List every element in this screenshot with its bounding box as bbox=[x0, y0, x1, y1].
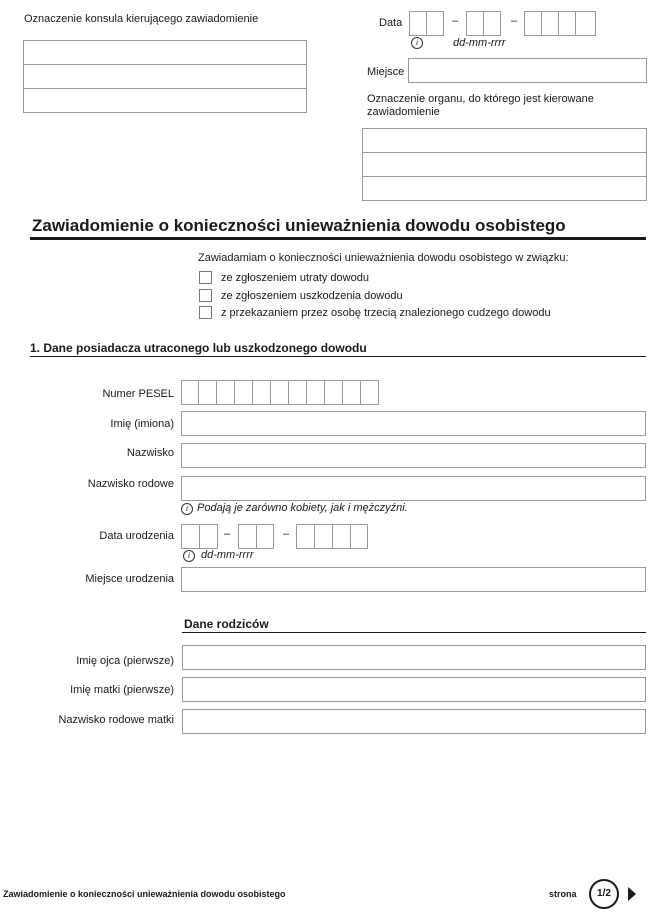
pesel-digit[interactable] bbox=[342, 380, 361, 405]
authority-field-line-3[interactable] bbox=[362, 176, 647, 201]
birth-year-digit-2[interactable] bbox=[314, 524, 333, 549]
date-format-hint: dd-mm-rrrr bbox=[453, 37, 506, 49]
pesel-digit[interactable] bbox=[288, 380, 307, 405]
birth-date-label: Data urodzenia bbox=[99, 530, 174, 542]
birth-date-dash-1: – bbox=[224, 528, 231, 540]
notice-intro: Zawiadamiam o konieczności unieważnienia dowodu osobistego w związku: bbox=[198, 252, 569, 264]
surname-label: Nazwisko bbox=[126, 447, 174, 459]
family-name-field[interactable] bbox=[181, 476, 646, 501]
date-year-digit-3[interactable] bbox=[558, 11, 576, 36]
father-name-label: Imię ojca (pierwsze) bbox=[76, 655, 174, 667]
birth-day-digit-1[interactable] bbox=[181, 524, 200, 549]
info-icon: i bbox=[411, 37, 423, 49]
date-dash-2: – bbox=[511, 15, 518, 27]
next-page-arrow-icon[interactable] bbox=[628, 887, 636, 901]
place-field[interactable] bbox=[408, 58, 647, 83]
mother-family-name-field[interactable] bbox=[182, 709, 646, 734]
birth-month-digit-1[interactable] bbox=[238, 524, 257, 549]
birth-year-digit-3[interactable] bbox=[332, 524, 351, 549]
pesel-digit[interactable] bbox=[252, 380, 271, 405]
date-day-digit-2[interactable] bbox=[426, 11, 444, 36]
date-month-digit-2[interactable] bbox=[483, 11, 501, 36]
option-loss-label: ze zgłoszeniem utraty dowodu bbox=[221, 272, 369, 284]
mother-name-label: Imię matki (pierwsze) bbox=[70, 684, 174, 696]
surname-field[interactable] bbox=[181, 443, 646, 468]
birth-date-dash-2: – bbox=[283, 528, 290, 540]
option-found-checkbox[interactable] bbox=[199, 306, 212, 319]
birth-place-field[interactable] bbox=[181, 567, 646, 592]
pesel-digit[interactable] bbox=[270, 380, 289, 405]
pesel-digit[interactable] bbox=[198, 380, 217, 405]
authority-field-line-2[interactable] bbox=[362, 152, 647, 177]
consul-field-line-2[interactable] bbox=[23, 64, 307, 89]
birth-month-digit-2[interactable] bbox=[256, 524, 274, 549]
page-number: 1/2 bbox=[589, 879, 619, 909]
birth-place-label: Miejsce urodzenia bbox=[85, 573, 174, 585]
mother-family-name-label: Nazwisko rodowe matki bbox=[58, 714, 174, 726]
authority-field-line-1[interactable] bbox=[362, 128, 647, 153]
date-dash-1: – bbox=[452, 15, 459, 27]
pesel-label: Numer PESEL bbox=[102, 388, 174, 400]
birth-year-digit-1[interactable] bbox=[296, 524, 315, 549]
consul-field-line-1[interactable] bbox=[23, 40, 307, 65]
page-label: strona bbox=[549, 889, 577, 899]
section-1-heading: 1. Dane posiadacza utraconego lub uszkodzonego dowodu bbox=[30, 341, 367, 355]
birth-year-digit-4[interactable] bbox=[350, 524, 368, 549]
consul-field-line-3[interactable] bbox=[23, 88, 307, 113]
pesel-digit[interactable] bbox=[216, 380, 235, 405]
date-label: Data bbox=[379, 17, 403, 29]
date-year-digit-2[interactable] bbox=[541, 11, 559, 36]
mother-name-field[interactable] bbox=[182, 677, 646, 702]
pesel-digit[interactable] bbox=[234, 380, 253, 405]
birth-day-digit-2[interactable] bbox=[199, 524, 218, 549]
date-day-digit-1[interactable] bbox=[409, 11, 427, 36]
title-rule bbox=[30, 237, 646, 240]
first-name-label: Imię (imiona) bbox=[110, 418, 174, 430]
consul-label: Oznaczenie konsula kierującego zawiadomienie bbox=[24, 13, 259, 25]
info-icon: i bbox=[181, 503, 193, 515]
date-month-digit-1[interactable] bbox=[466, 11, 484, 36]
birth-date-format-hint: dd-mm-rrrr bbox=[201, 549, 254, 561]
pesel-digit[interactable] bbox=[360, 380, 379, 405]
footer-title: Zawiadomienie o konieczności unieważnienia dowodu osobistego bbox=[3, 889, 286, 899]
date-year-digit-1[interactable] bbox=[524, 11, 542, 36]
option-damage-label: ze zgłoszeniem uszkodzenia dowodu bbox=[221, 290, 403, 302]
page-title: Zawiadomienie o konieczności unieważnienia dowodu osobistego bbox=[32, 216, 566, 235]
authority-label: Oznaczenie organu, do którego jest kierowane zawiadomienie bbox=[367, 93, 594, 118]
family-name-label: Nazwisko rodowe bbox=[87, 478, 174, 490]
father-name-field[interactable] bbox=[182, 645, 646, 670]
parents-rule bbox=[182, 632, 646, 633]
info-icon: i bbox=[183, 550, 195, 562]
family-name-hint: Podają je zarówno kobiety, jak i mężczyźni. bbox=[197, 502, 408, 514]
option-found-label: z przekazaniem przez osobę trzecią znalezionego cudzego dowodu bbox=[221, 307, 551, 319]
pesel-digit[interactable] bbox=[306, 380, 325, 405]
option-damage-checkbox[interactable] bbox=[199, 289, 212, 302]
option-loss-checkbox[interactable] bbox=[199, 271, 212, 284]
section-1-rule bbox=[30, 356, 646, 357]
pesel-digit[interactable] bbox=[324, 380, 343, 405]
first-name-field[interactable] bbox=[181, 411, 646, 436]
date-year-digit-4[interactable] bbox=[575, 11, 596, 36]
pesel-digit[interactable] bbox=[181, 380, 199, 405]
place-label: Miejsce bbox=[367, 66, 405, 78]
parents-heading: Dane rodziców bbox=[184, 617, 269, 631]
